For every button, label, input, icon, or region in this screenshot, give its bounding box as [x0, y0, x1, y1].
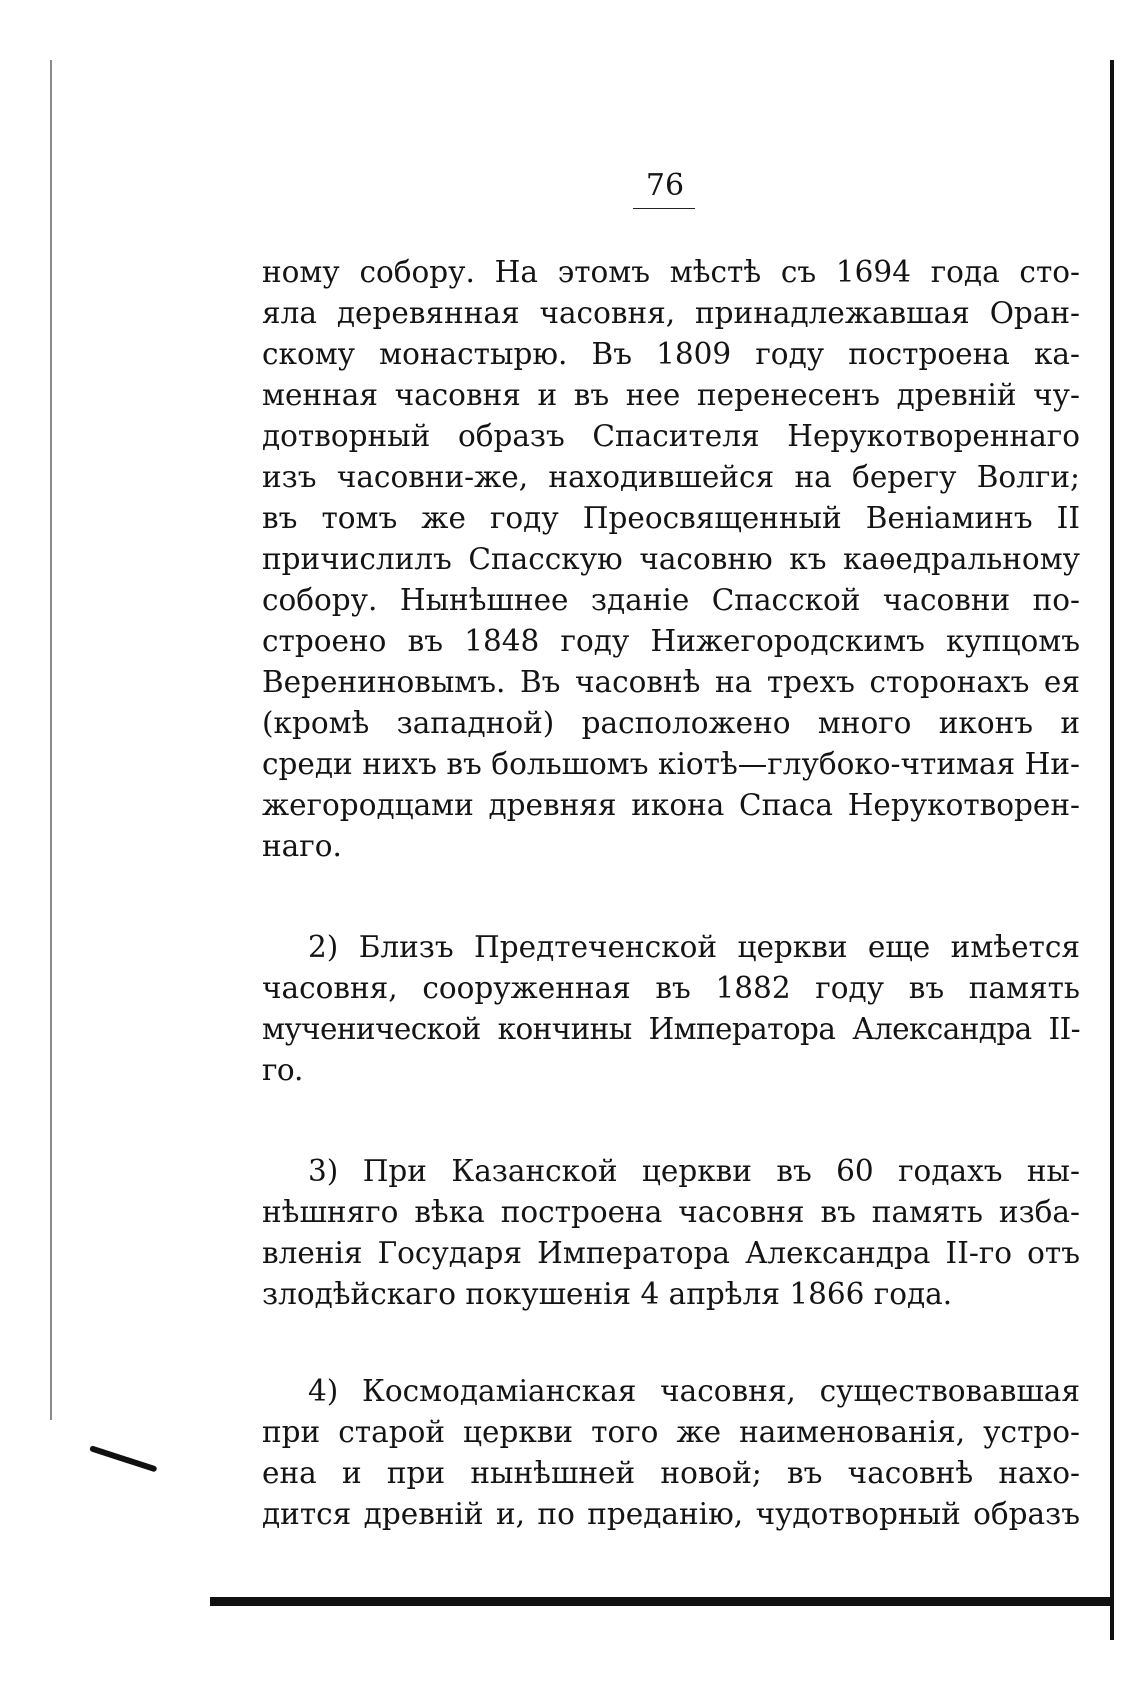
text-line: среди нихъ въ большомъ кіотѣ—глубоко-чтимая Ни-	[262, 747, 1080, 781]
text-line: изъ часовни-же, находившейся на берегу Волги;	[262, 460, 1080, 494]
text-line: дится древній и, по преданію, чудотворный образъ	[262, 1497, 1080, 1531]
paragraph-1	[262, 252, 1080, 867]
scan-edge-right	[1110, 60, 1114, 1640]
text-line: при старой церкви того же наименованія, устро-	[262, 1415, 1080, 1449]
main-text	[262, 252, 1080, 1535]
text-line: наго.	[262, 829, 342, 863]
text-line: ена и при нынѣшней новой; въ часовнѣ нахо-	[262, 1456, 1080, 1490]
text-line: 4) Космодаміанская часовня, существовавшая	[308, 1374, 1080, 1408]
text-line: 3) При Казанской церкви въ 60 годахъ ны-	[308, 1154, 1080, 1188]
paragraph-4	[262, 1371, 1080, 1535]
paragraph-2	[262, 927, 1080, 1091]
text-line: вленія Государя Императора Александра II-го отъ	[262, 1236, 1080, 1270]
text-line: Верениновымъ. Въ часовнѣ на трехъ сторонахъ ея	[262, 665, 1080, 699]
text-line: яла деревянная часовня, принадлежавшая Оран-	[262, 296, 1080, 330]
text-line: дотворный образъ Спасителя Нерукотвореннаго	[262, 419, 1080, 453]
text-line: злодѣйскаго покушенія 4 апрѣля 1866 года.	[262, 1277, 953, 1311]
scan-mark	[89, 1445, 157, 1472]
scan-edge-left	[50, 60, 52, 1420]
page-number: 76	[645, 168, 685, 203]
bottom-rule	[210, 1597, 1110, 1606]
text-line: причислилъ Спасскую часовню къ каѳедральному	[262, 542, 1080, 576]
text-line: скому монастырю. Въ 1809 году построена ка-	[262, 337, 1080, 371]
text-line: менная часовня и въ нее перенесенъ древній чу-	[262, 378, 1080, 412]
text-line: жегородцами древняя икона Спаса Нерукотворен-	[262, 788, 1080, 822]
text-line: нѣшняго вѣка построена часовня въ память изба-	[262, 1195, 1080, 1229]
text-line: 2) Близъ Предтеченской церкви еще имѣется	[308, 930, 1080, 964]
text-line: мученической кончины Императора Александра II-го.	[262, 1012, 1080, 1087]
text-line: собору. Нынѣшнее зданіе Спасской часовни по-	[262, 583, 1080, 617]
page-number-rule	[633, 208, 695, 209]
text-line: часовня, сооруженная въ 1882 году въ память	[262, 971, 1080, 1005]
text-line: строено въ 1848 году Нижегородскимъ купцомъ	[262, 624, 1080, 658]
paragraph-3	[262, 1151, 1080, 1315]
text-line: (кромѣ западной) расположено много иконъ и	[262, 706, 1080, 740]
text-line: въ томъ же году Преосвященный Веніаминъ II	[262, 501, 1080, 535]
text-line: ному собору. На этомъ мѣстѣ съ 1694 года сто-	[262, 255, 1080, 289]
